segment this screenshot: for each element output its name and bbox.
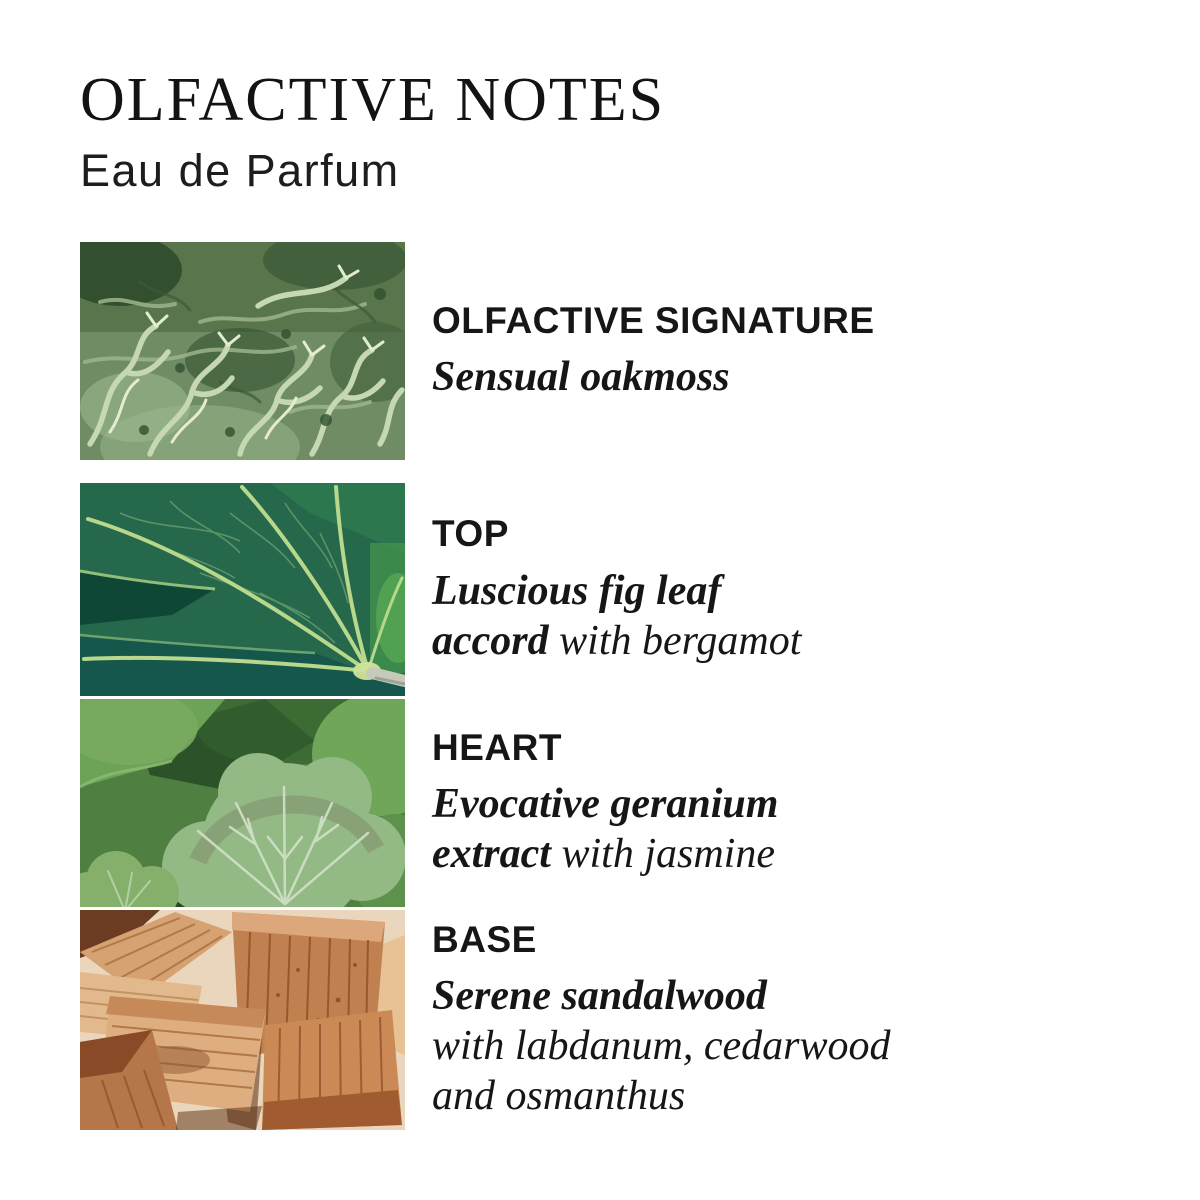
sandalwood-photo (80, 910, 405, 1130)
sandalwood-illustration (80, 910, 405, 1130)
base-description-line3: and osmanthus (432, 1073, 686, 1120)
base-heading: BASE (432, 918, 537, 960)
top-heading: TOP (432, 513, 509, 555)
page-title: OLFACTIVE NOTES (80, 66, 666, 134)
heart-heading: HEART (432, 726, 562, 768)
fig-leaf-photo (80, 483, 405, 696)
section-top-notes (80, 483, 1140, 696)
oakmoss-photo (80, 242, 405, 460)
signature-text-block (405, 300, 875, 403)
geranium-photo (80, 699, 405, 907)
signature-note: Sensual oakmoss (432, 354, 730, 401)
base-text-block (405, 919, 891, 1122)
section-base-notes (80, 910, 1140, 1130)
top-description-line1: Luscious fig leaf (432, 567, 722, 614)
section-olfactive-signature (80, 242, 1140, 460)
top-description-line2: accord with bergamot (432, 617, 802, 664)
heart-description-line2: extract with jasmine (432, 831, 775, 878)
section-heart-notes (80, 699, 1140, 907)
sections-list (80, 242, 1140, 1130)
oakmoss-illustration (80, 242, 405, 460)
header (80, 68, 665, 197)
signature-description (432, 352, 875, 402)
heart-description-line1: Evocative geranium (432, 781, 779, 828)
signature-heading: OLFACTIVE SIGNATURE (432, 299, 875, 341)
fig-leaf-illustration (80, 483, 405, 696)
heart-text-block (405, 727, 778, 880)
page-subtitle: Eau de Parfum (80, 145, 400, 197)
base-description-line2: with labdanum, cedarwood (432, 1023, 891, 1070)
geranium-illustration (80, 699, 405, 907)
base-description-line1: Serene sandalwood (432, 973, 767, 1020)
top-text-block (405, 513, 801, 666)
